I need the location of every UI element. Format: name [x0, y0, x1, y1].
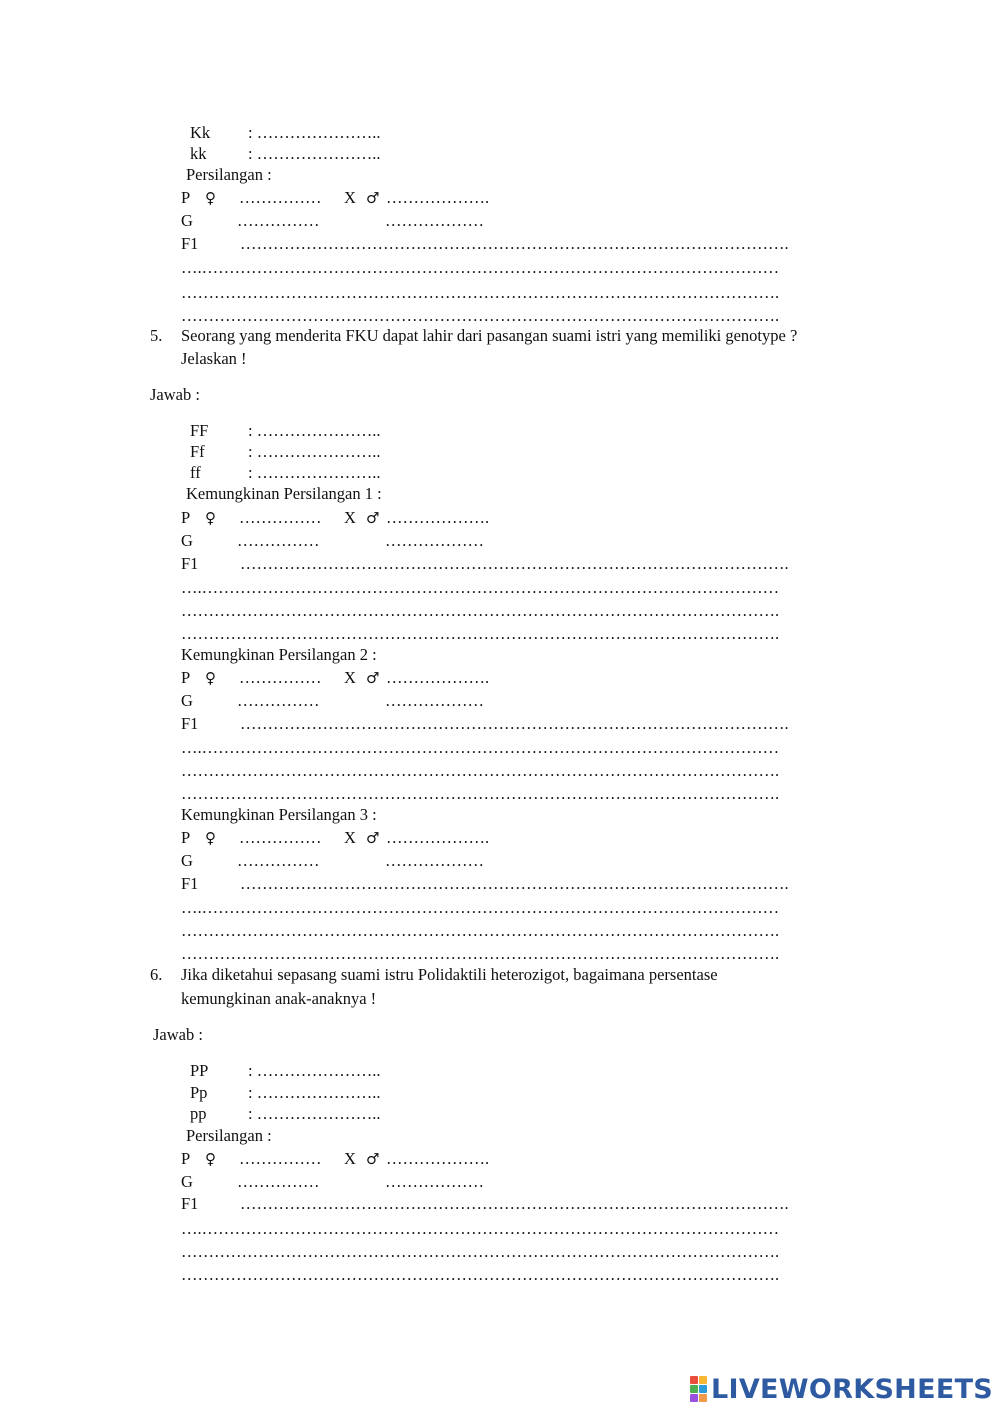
male-icon: ♂ [366, 509, 380, 527]
parent-label: P [181, 828, 191, 847]
logo-tile [699, 1394, 707, 1402]
f1-blank[interactable]: ………………………………………………………………………………………. [240, 554, 789, 573]
gamete-label: G [181, 1172, 193, 1191]
answer-line[interactable]: ………………………………………………………………………………………………. [181, 784, 780, 803]
male-gamete-blank[interactable]: ……………… [385, 1172, 484, 1191]
male-gamete-blank[interactable]: ……………… [385, 531, 484, 550]
gamete-label: G [181, 851, 193, 870]
genotype-label: Pp [190, 1083, 208, 1102]
answer-line[interactable]: ………………………………………………………………………………………………. [181, 601, 780, 620]
logo-tile [699, 1376, 707, 1384]
genotype-label: kk [190, 144, 207, 163]
question-number: 5. [150, 326, 163, 345]
female-gamete-blank[interactable]: …………… [237, 211, 320, 230]
answer-line[interactable]: ………………………………………………………………………………………………. [181, 1242, 780, 1261]
genotype-blank[interactable]: : ………………….. [248, 144, 381, 163]
cross-title: Persilangan : [186, 165, 272, 184]
answer-line[interactable]: ………………………………………………………………………………………………. [181, 306, 780, 325]
question-text: Seorang yang menderita FKU dapat lahir dari pasangan suami istri yang memiliki genotype ? [181, 326, 798, 345]
female-gamete-blank[interactable]: …………… [237, 691, 320, 710]
female-icon: ♀ [205, 1150, 216, 1168]
question-text: kemungkinan anak-anaknya ! [181, 989, 377, 1008]
parent-label: P [181, 668, 191, 687]
logo-tile [690, 1385, 698, 1393]
f1-label: F1 [181, 874, 199, 893]
answer-line[interactable]: ….…………………………………………………………………………………………… [181, 258, 780, 277]
liveworksheets-logo-icon [690, 1376, 707, 1402]
male-gamete-blank[interactable]: ……………… [385, 211, 484, 230]
answer-line[interactable]: ………………………………………………………………………………………………. [181, 921, 780, 940]
female-parent-blank[interactable]: …………… [239, 668, 322, 687]
female-parent-blank[interactable]: …………… [239, 1149, 322, 1168]
cross-title: Kemungkinan Persilangan 1 : [186, 484, 382, 503]
answer-line[interactable]: ….…………………………………………………………………………………………… [181, 738, 780, 757]
genotype-label: PP [190, 1061, 209, 1080]
genotype-blank[interactable]: : ………………….. [248, 1083, 381, 1102]
male-parent-blank[interactable]: ………………. [386, 668, 490, 687]
answer-line[interactable]: ….…………………………………………………………………………………………… [181, 578, 780, 597]
f1-label: F1 [181, 554, 199, 573]
liveworksheets-logo [690, 1374, 993, 1404]
genotype-label: FF [190, 421, 209, 440]
question-text: Jelaskan ! [181, 349, 247, 368]
cross-x: X [344, 1149, 356, 1168]
parent-label: P [181, 1149, 191, 1168]
logo-tile [699, 1385, 707, 1393]
male-parent-blank[interactable]: ………………. [386, 508, 490, 527]
question-number: 6. [150, 965, 163, 984]
female-icon: ♀ [205, 509, 216, 527]
male-icon: ♂ [366, 829, 380, 847]
male-icon: ♂ [366, 669, 380, 687]
logo-tile [690, 1376, 698, 1384]
female-gamete-blank[interactable]: …………… [237, 851, 320, 870]
female-parent-blank[interactable]: …………… [239, 508, 322, 527]
male-parent-blank[interactable]: ………………. [386, 1149, 490, 1168]
cross-x: X [344, 668, 356, 687]
cross-title: Kemungkinan Persilangan 2 : [181, 645, 377, 664]
f1-label: F1 [181, 1194, 199, 1213]
logo-tile [690, 1394, 698, 1402]
answer-label: Jawab : [153, 1025, 203, 1044]
cross-x: X [344, 508, 356, 527]
genotype-label: Kk [190, 123, 211, 142]
genotype-blank[interactable]: : ………………….. [248, 421, 381, 440]
female-icon: ♀ [205, 189, 216, 207]
female-parent-blank[interactable]: …………… [239, 188, 322, 207]
f1-blank[interactable]: ………………………………………………………………………………………. [240, 874, 789, 893]
male-parent-blank[interactable]: ………………. [386, 188, 490, 207]
answer-line[interactable]: ………………………………………………………………………………………………. [181, 761, 780, 780]
genotype-blank[interactable]: : ………………….. [248, 442, 381, 461]
brand-name: LIVEWORKSHEETS [711, 1373, 994, 1405]
cross-title: Persilangan : [186, 1126, 272, 1145]
f1-blank[interactable]: ………………………………………………………………………………………. [240, 234, 789, 253]
genotype-label: pp [190, 1104, 207, 1123]
cross-title: Kemungkinan Persilangan 3 : [181, 805, 377, 824]
gamete-label: G [181, 691, 193, 710]
genotype-blank[interactable]: : ………………….. [248, 463, 381, 482]
genotype-label: Ff [190, 442, 205, 461]
cross-x: X [344, 828, 356, 847]
answer-line[interactable]: ………………………………………………………………………………………………. [181, 1265, 780, 1284]
male-icon: ♂ [366, 1150, 380, 1168]
male-icon: ♂ [366, 189, 380, 207]
f1-label: F1 [181, 714, 199, 733]
male-gamete-blank[interactable]: ……………… [385, 851, 484, 870]
male-gamete-blank[interactable]: ……………… [385, 691, 484, 710]
female-gamete-blank[interactable]: …………… [237, 531, 320, 550]
gamete-label: G [181, 211, 193, 230]
answer-line[interactable]: ………………………………………………………………………………………………. [181, 944, 780, 963]
female-icon: ♀ [205, 829, 216, 847]
male-parent-blank[interactable]: ………………. [386, 828, 490, 847]
genotype-label: ff [190, 463, 201, 482]
answer-line[interactable]: ………………………………………………………………………………………………. [181, 624, 780, 643]
genotype-blank[interactable]: : ………………….. [248, 1104, 381, 1123]
question-text: Jika diketahui sepasang suami istru Polidaktili heterozigot, bagaimana persentase [181, 965, 718, 984]
female-parent-blank[interactable]: …………… [239, 828, 322, 847]
genotype-blank[interactable]: : ………………….. [248, 123, 381, 142]
f1-blank[interactable]: ………………………………………………………………………………………. [240, 1194, 789, 1213]
parent-label: P [181, 188, 191, 207]
cross-x: X [344, 188, 356, 207]
parent-label: P [181, 508, 191, 527]
female-gamete-blank[interactable]: …………… [237, 1172, 320, 1191]
answer-label: Jawab : [150, 385, 200, 404]
gamete-label: G [181, 531, 193, 550]
f1-blank[interactable]: ………………………………………………………………………………………. [240, 714, 789, 733]
female-icon: ♀ [205, 669, 216, 687]
answer-line[interactable]: ………………………………………………………………………………………………. [181, 283, 780, 302]
genotype-blank[interactable]: : ………………….. [248, 1061, 381, 1080]
answer-line[interactable]: ….…………………………………………………………………………………………… [181, 898, 780, 917]
answer-line[interactable]: ….…………………………………………………………………………………………… [181, 1219, 780, 1238]
f1-label: F1 [181, 234, 199, 253]
